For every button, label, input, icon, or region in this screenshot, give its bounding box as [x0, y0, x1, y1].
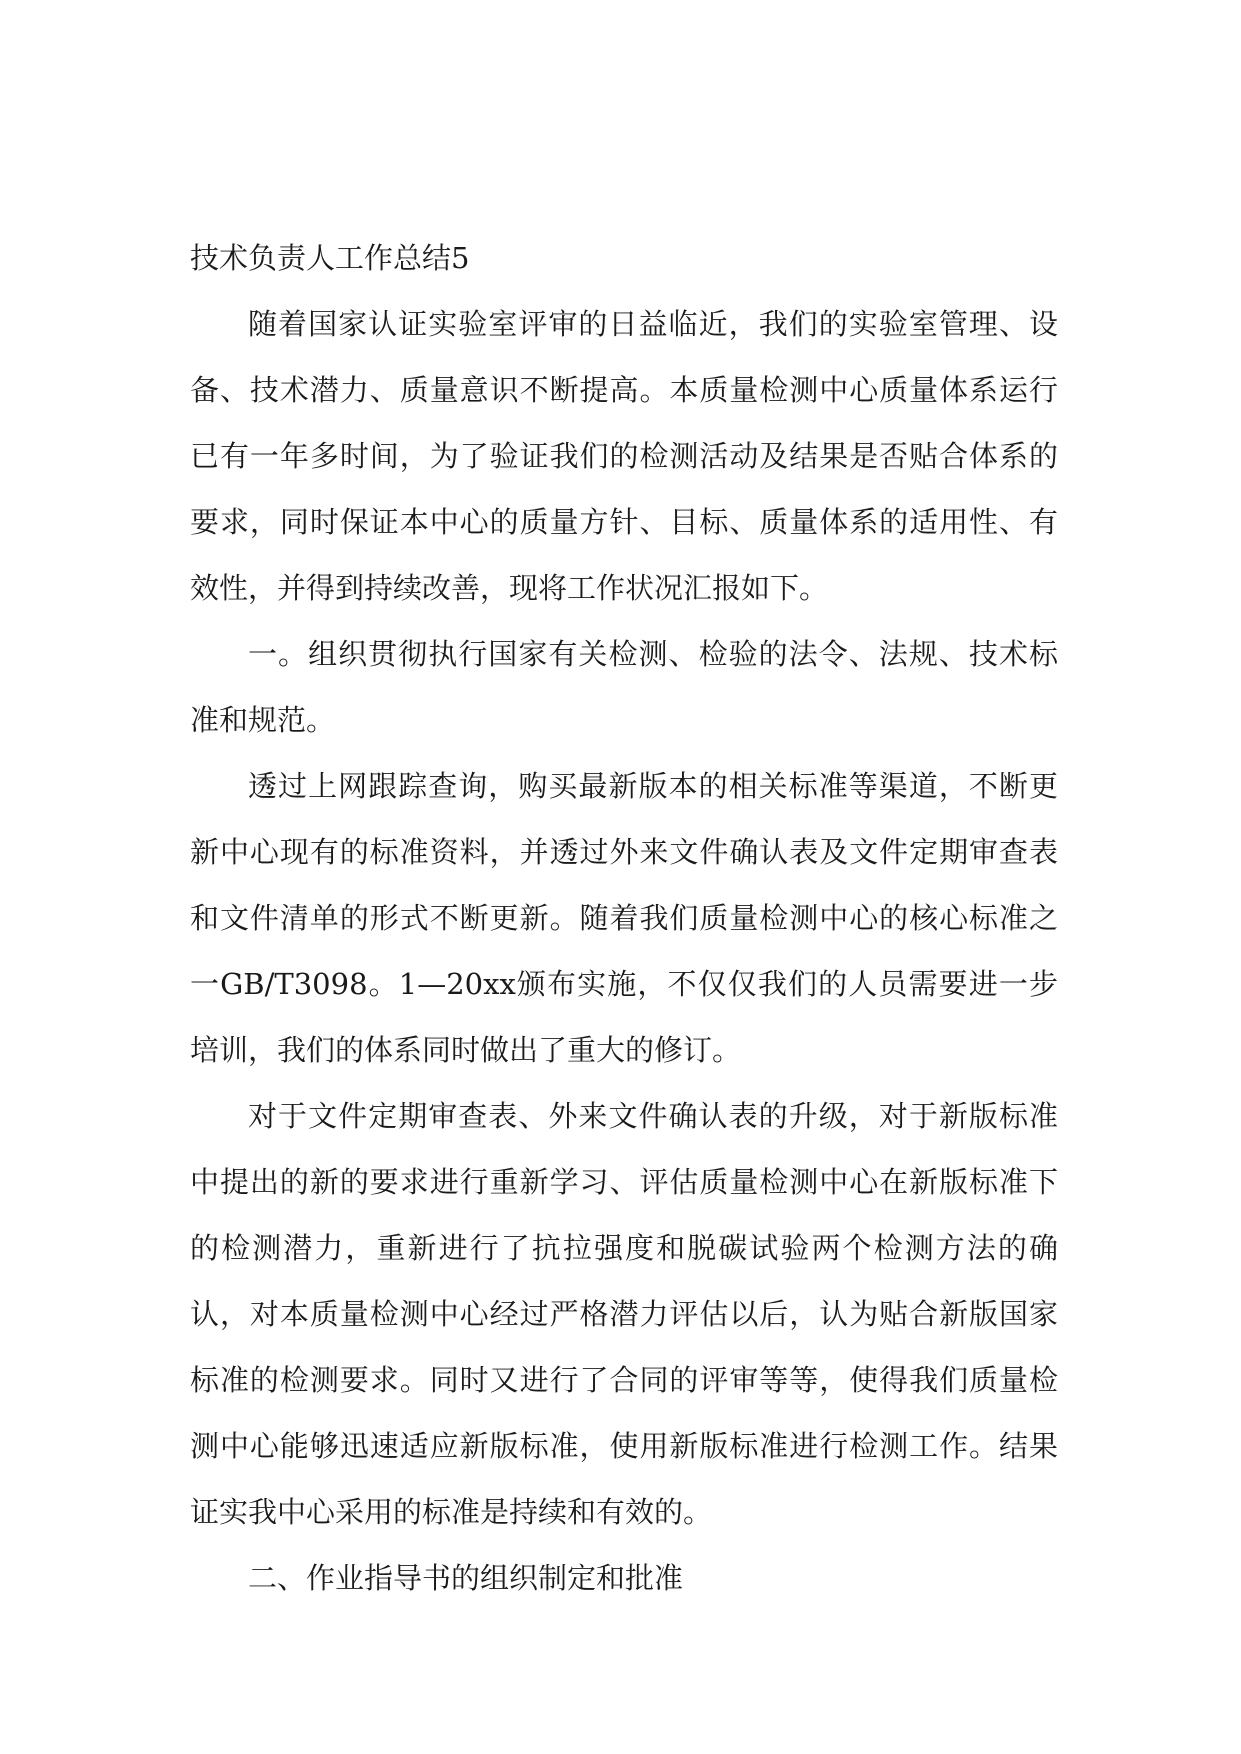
paragraph-standards-update: 透过上网跟踪查询，购买最新版本的相关标准等渠道，不断更新中心现有的标准资料，并透过外来文件确认表及文件定期审查表和文件清单的形式不断更新。随着我们质量检测中心的核心标准之一GB/T3098。1—20xx颁布实施，不仅仅我们的人员需要进一步培训，我们的体系同时做出了重大的修订。 [190, 769, 1058, 1067]
document-title: 技术负责人工作总结5 [190, 241, 470, 275]
document-body [190, 225, 1058, 1611]
paragraph-intro: 随着国家认证实验室评审的日益临近，我们的实验室管理、设备、技术潜力、质量意识不断提高。本质量检测中心质量体系运行已有一年多时间，为了验证我们的检测活动及结果是否贴合体系的要求，同时保证本中心的质量方针、目标、质量体系的适用性、有效性，并得到持续改善，现将工作状况汇报如下。 [190, 307, 1058, 605]
paragraph-section-two-heading: 二、作业指导书的组织制定和批准 [248, 1561, 684, 1595]
paragraph-section-one-heading: 一。组织贯彻执行国家有关检测、检验的法令、法规、技术标准和规范。 [190, 637, 1058, 737]
paragraph-new-standard-adaptation: 对于文件定期审查表、外来文件确认表的升级，对于新版标准中提出的新的要求进行重新学习、评估质量检测中心在新版标准下的检测潜力，重新进行了抗拉强度和脱碳试验两个检测方法的确认，对本质量检测中心经过严格潜力评估以后，认为贴合新版国家标准的检测要求。同时又进行了合同的评审等等，使得我们质量检测中心能够迅速适应新版标准，使用新版标准进行检测工作。结果证实我中心采用的标准是持续和有效的。 [190, 1099, 1058, 1529]
